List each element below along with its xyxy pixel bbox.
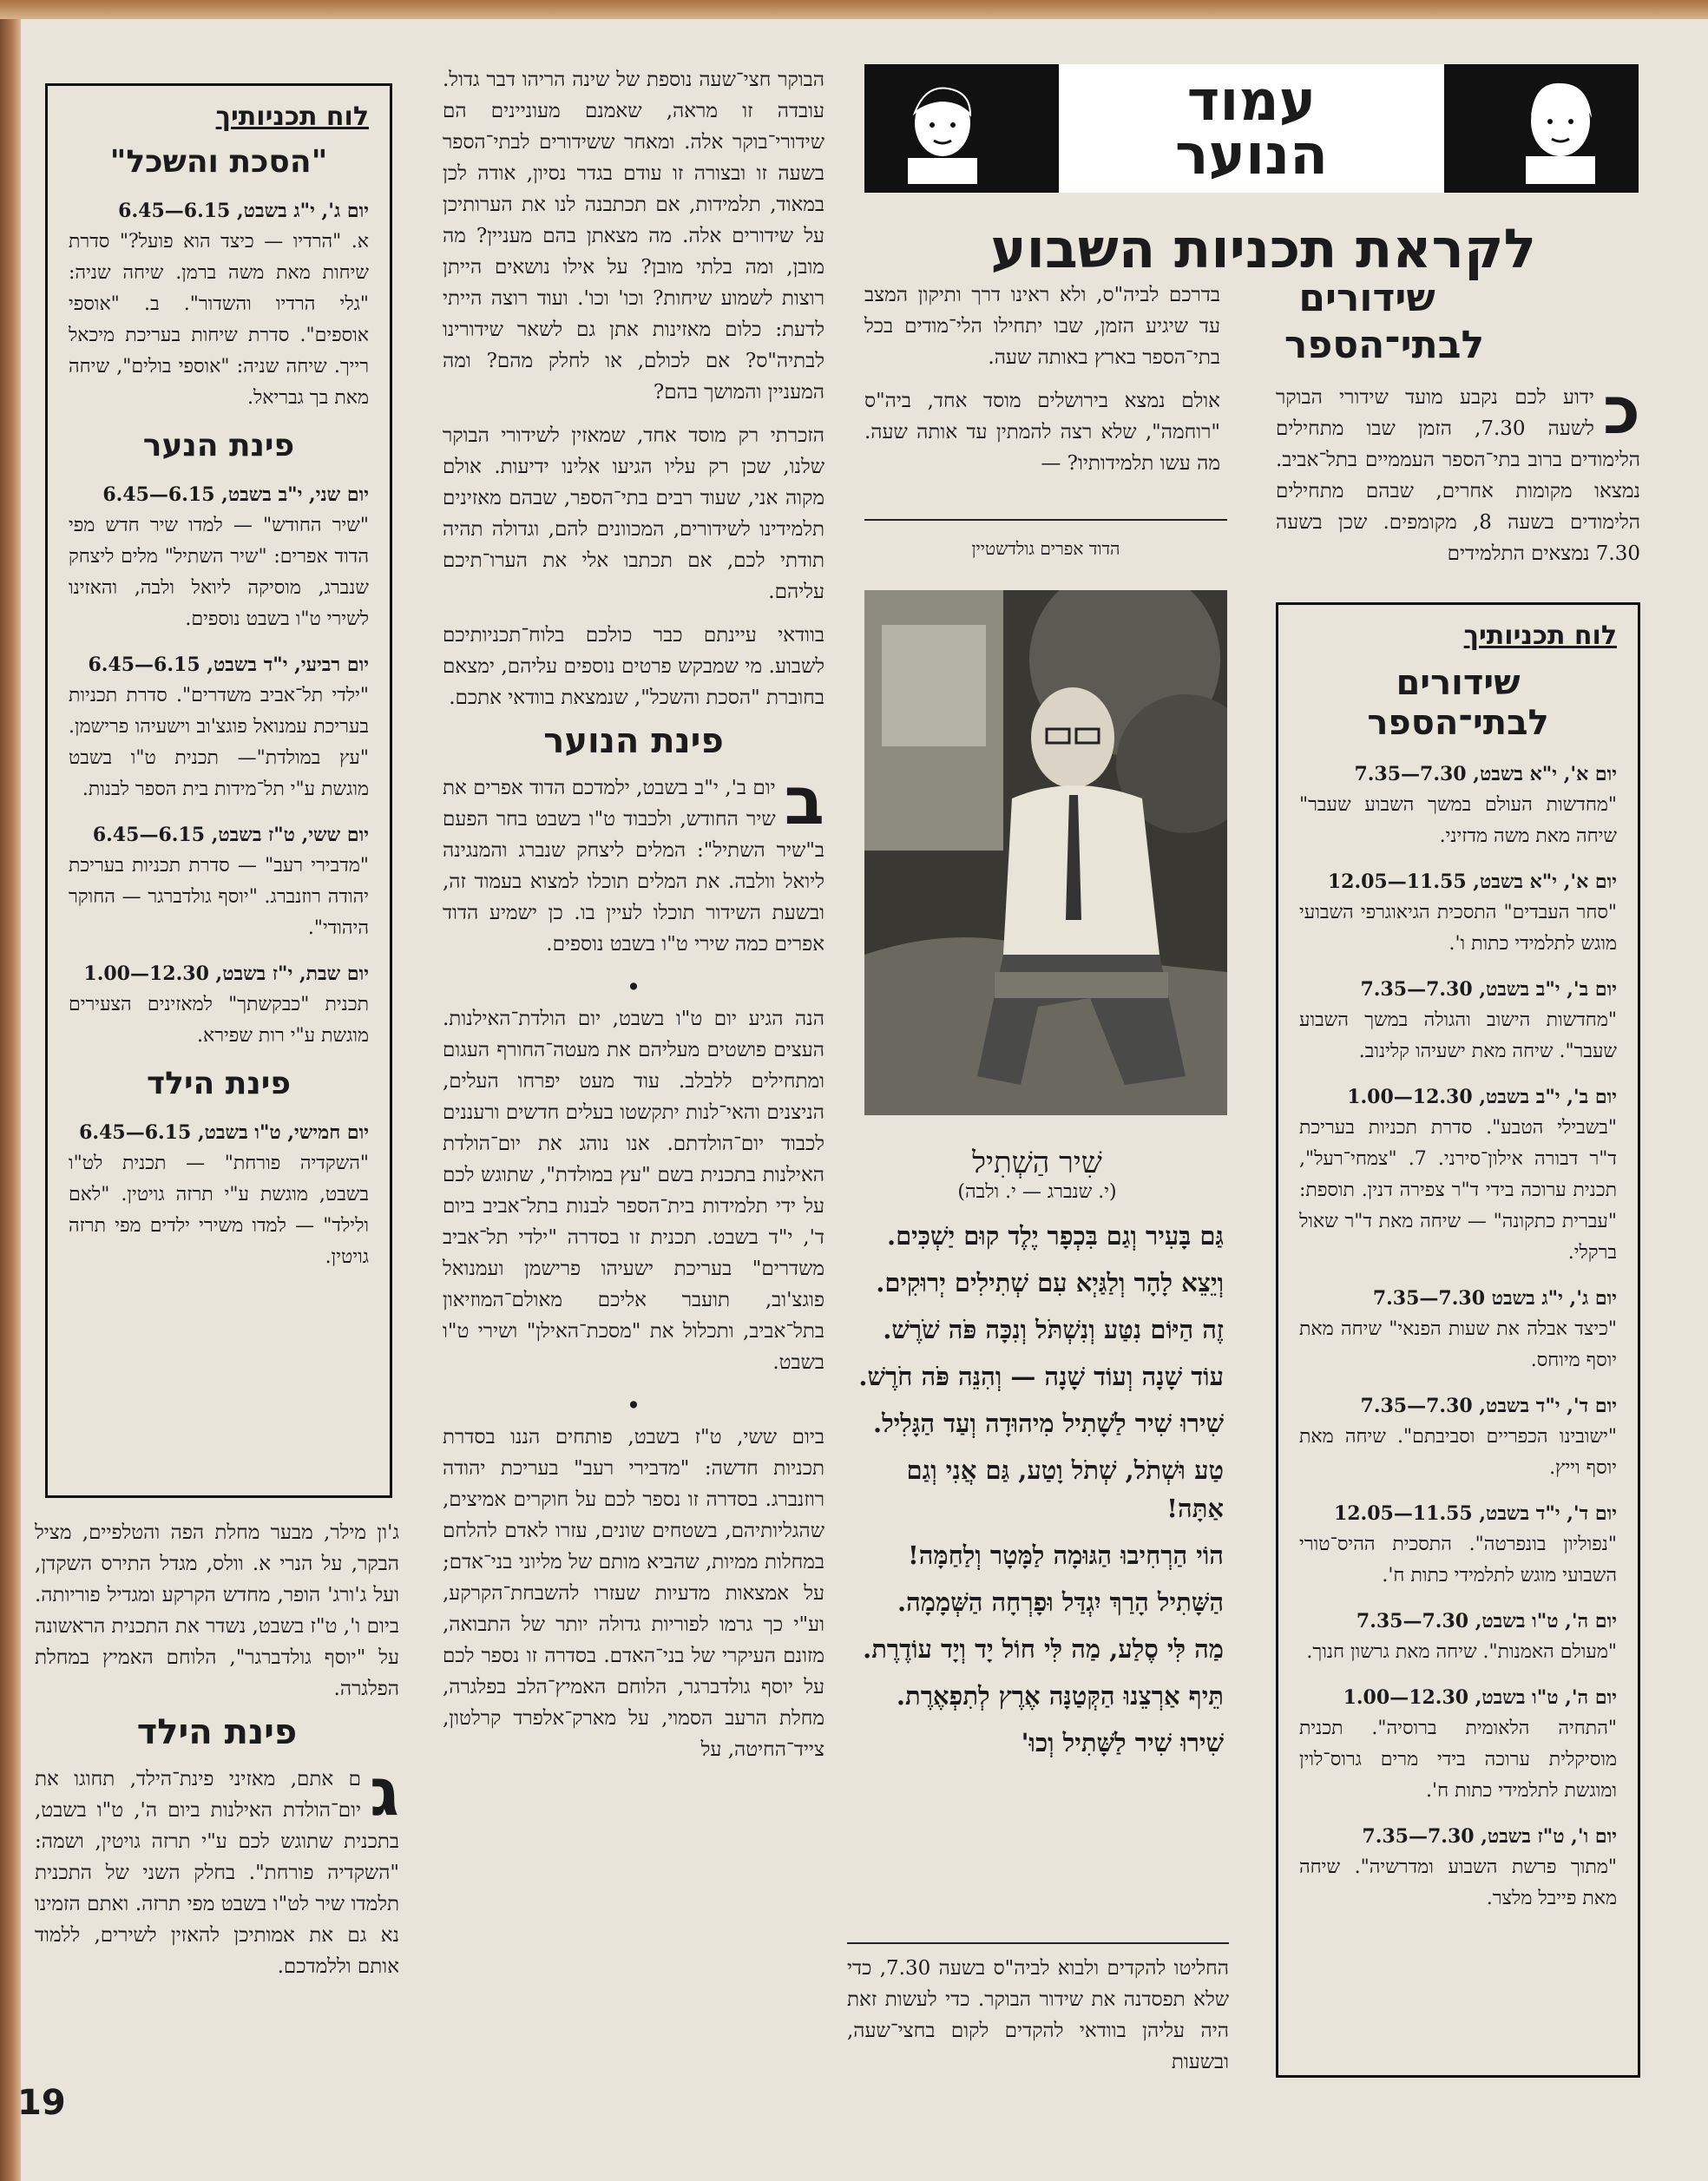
left-item-date: יום ג', י"ג בשבט, 6.15—6.45 xyxy=(118,200,369,222)
poem-line: הַשָּׁתִיל הָרַךְ יִגְדַּל וּפָרְחָה הַשְּׁמָמָה. xyxy=(897,1587,1224,1617)
left-item xyxy=(69,479,369,635)
left-item-date: יום חמישי, ט"ו בשבט, 6.15—6.45 xyxy=(79,1121,369,1144)
schedule-item xyxy=(1299,1498,1617,1592)
pinat-hanoar-heading: פינת הנוער xyxy=(543,721,724,761)
schedule-item-text: "מעולם האמנות". שיחה מאת גרשון חנוך. xyxy=(1306,1641,1617,1663)
lead-paragraph xyxy=(1276,382,1640,581)
schedule-item-date: יום ה', ט"ו בשבט, 12.30—1.00 xyxy=(1343,1686,1617,1709)
schedule-box-title: לוח תכניותיך xyxy=(1463,621,1617,651)
schedule-item-date: יום ד', י"ד בשבט, 11.55—12.05 xyxy=(1333,1502,1617,1525)
poem-line: מַה לִּי סֶלַע, מַה לִּי חוֹל יָד וְיָד עוֹדֶרֶת. xyxy=(863,1634,1224,1664)
intro-para-2: אולם נמצא בירושלים מוסד אחד, ביה"ס "רוחמה", שלא רצה להמתין עד אותה שעה. מה עשו תלמידותיו? — xyxy=(864,390,1220,475)
page-number: 19 xyxy=(17,2083,66,2123)
schedule-item-text: "מתוך פרשת השבוע ומדרשיה". שיחה מאת פייבל מלצר. xyxy=(1299,1856,1617,1909)
schedule-item xyxy=(1299,759,1617,852)
banner-line-1: עמוד xyxy=(1186,69,1317,134)
poem-line: שִׁירוּ שִׁיר לַשָּׁתִיל וְכוּ' xyxy=(1021,1728,1224,1757)
schedule-item-text: "מחדשות הישוב והגולה במשך השבוע שעבר". שיחה מאת ישעיהו קלינוב. xyxy=(1299,1009,1617,1062)
left-sec1-head: "הסכת והשכל" xyxy=(109,144,328,180)
middle-para-5: ביום ששי, ט"ז בשבט, פותחים הננו בסדרת תכניות חדשה: "מדבירי רעב" בעריכת יהודה רוזנברג. בסדרה זו נספר לכם על חוקרים אמיצים, שהגליותיהם, בשטחים שונים, עזרו לאדם להלחם במחלות ממיות, שהביא מותם של מליוני בני־אדם; על אמצאות מדעיות שעזרו להשבחת־הקרקע, וע"י כך גרמו לפוריות גדולה יותר של התבואה, מזונם העיקרי של בני־האדם. בסדרה זו נספר לכם על יוסף גולדברגר, הלוחם האמיץ־הלב בפלגרה, מחלת הרעב הסמוי, על מארק־אלפרד קרלטון, צייד־החיטה, על xyxy=(443,1426,824,1761)
left-bottom-column xyxy=(35,1517,399,2073)
left-item-text: "ילדי תל־אביב משדרים". סדרת תכניות בעריכת עמנואל פוגצ'וב וישעיהו פרישמן. "עץ במולדת"— תכנית ט"ו בשבט מוגשת ע"י תל־מידות בית הספר לבנות. xyxy=(69,685,369,800)
main-subhead-line-2: לבתי־הספר xyxy=(1284,323,1485,367)
schedule-item-text: "בשבילי הטבע". סדרת תכניות בעריכת ד"ר דבורה אילון־סירני. 7. "צמחי־רעל", תכנית ערוכה בידי ד"ר צפירה דנין. תוספת: "עברית כתקונה" — שיחה מאת ד"ר שאול ברקלי. xyxy=(1299,1117,1617,1264)
left-item-text: "השקדיה פורחת" — תכנית לט"ו בשבט, מוגשת ע"י תרזה גויטין. "לאם ולילד" — למדו משירי ילדים מפי תרזה גויטין. xyxy=(69,1153,369,1268)
schedule-item xyxy=(1299,1606,1617,1668)
poem-block xyxy=(851,1146,1224,1770)
schedule-item-date: יום ד', י"ד בשבט, 7.30—7.35 xyxy=(1360,1395,1617,1417)
left-sec2-head: פינת הנער xyxy=(142,428,295,463)
divider xyxy=(864,519,1227,521)
left-bottom-para-1: ג'ון מילר, מבער מחלת הפה והטלפיים, מציל הבקר, על הנרי א. וולס, מגדל התירס השקדן, ועל ג'ורג' הופר, מחדש הקרקע ומגדיל פוריותה. ביום ו', ט"ז בשבט, נשדר את התכנית הראשונה על "יוסף גולדברגר", הלוחם האמיץ במחלת הפלגרה. xyxy=(35,1521,399,1700)
schedule-item-date: יום א', י"א בשבט, 11.55—12.05 xyxy=(1327,870,1617,893)
schedule-item-text: "נפוליון בונפרטה". התסכית ההיס־טורי השבועי מוגש לתלמידי כתות ח'. xyxy=(1299,1534,1617,1586)
left-bottom-text: ם אתם, מאזיני פינת־הילד, תחוגו את יום־הולדת האילנות ביום ה', ט"ו בשבט, בתכנית שתוגש לכם ע"י תרזה גויטין, ושמה: "השקדיה פורחת". בחלק השני של התכנית תלמדו שיר לט"ו בשבט מפי תרזה. ואתם הזמינו נא גם את אמותיכן להאזין לשירים, ללמוד אותם וללמדכם. xyxy=(35,1768,399,1978)
binding-edge xyxy=(0,0,21,2181)
photo-credit: הדוד אפרים גולדשטיין xyxy=(971,538,1120,559)
pinat-dropcap: ב xyxy=(784,762,824,839)
girl-reading-icon xyxy=(1508,73,1613,184)
left-item xyxy=(69,958,369,1052)
left-item-date: יום רביעי, י"ד בשבט, 6.15—6.45 xyxy=(88,654,369,676)
schedule-item xyxy=(1299,1081,1617,1269)
schedule-box-youth xyxy=(45,83,392,1498)
schedule-item xyxy=(1299,1390,1617,1484)
schedule-item xyxy=(1299,866,1617,960)
left-item xyxy=(69,649,369,805)
schedule-item xyxy=(1299,1821,1617,1915)
boy-reading-icon xyxy=(890,73,995,184)
schedule-item-text: "סחר העבדים" התסכית הגיאוגרפי השבועי מוגש לתלמידי כתות ו'. xyxy=(1299,902,1617,955)
lead-text: ידוע לכם נקבע מועד שידורי הבוקר לשעה 7.30, הזמן שבו מתחילים הלימודים ברוב בתי־הספר העממיים בתל־אביב. נמצאו מקומות אחרים, שבהם מתחילים הלימודים בשעה 8, מקומפים. שכן בשעה 7.30 נמצאים התלמידים xyxy=(1276,386,1640,565)
section-dot: • xyxy=(627,1394,640,1417)
left-item-text: "שיר החודש" — למדו שיר חדש מפי הדוד אפרים: "שיר השתיל" מלים ליצחק שנברג, מוסיקה ליואל ולבה, והאזינו לשירי ט"ו בשבט נוספים. xyxy=(69,515,369,630)
schedule-item-text: "מחדשות העולם במשך השבוע שעבר" שיחה מאת משה מדזיני. xyxy=(1299,794,1617,847)
schedule-item-date: יום ג', י"ג בשבט 7.30—7.35 xyxy=(1372,1287,1617,1310)
banner-line-2: הנוער xyxy=(1174,123,1329,187)
schedule-box-schools xyxy=(1276,602,1640,2078)
page-top-edge xyxy=(0,0,1708,19)
schedule-item-date: יום ה', ט"ו בשבט, 7.30—7.35 xyxy=(1356,1610,1617,1632)
poem-bottom-paragraph: החליטו להקדים ולבוא לביה"ס בשעה 7.30, כדי שלא תפסדנה את שידור הבוקר. כדי לעשות זאת היה עליהן בוודאי להקדים לקום בחצי־שעה, ובשעות xyxy=(847,1957,1229,2073)
poem-title: שִׁיר הַשְׁתִיל xyxy=(972,1146,1102,1180)
pinat-hanoar-para xyxy=(443,762,824,960)
left-item-text: א. "הרדיו — כיצד הוא פועל?" סדרת שיחות מאת משה ברמן. שיחה שניה: "גלי הרדיו והשדור". ב. "אוספי אוספים". סדרת שיחות בעריכת מיכאל רייך. שיחה שניה: "אוספי בולים", שיחה מאת בך גבריאל. xyxy=(69,231,369,409)
section-dot: • xyxy=(627,976,640,999)
middle-column xyxy=(443,64,824,2095)
pinat-hayeled-heading: פינת הילד xyxy=(136,1712,298,1752)
left-bottom-para-2 xyxy=(35,1753,399,1982)
poem-line: הוֹי הַרְחִיבוּ הַגּוּמָה לַמָּטָר וְלַחַמָּה! xyxy=(908,1540,1224,1570)
poem-line: טַע וּשְׁתֹל, שְׁתֹל וָטַע, גַּם אֲנִי וְגַם אַתָּה! xyxy=(906,1455,1224,1523)
pinat-hayeled-dropcap: ג xyxy=(370,1753,399,1830)
poem-line: זֶה הַיּוֹם נִטַּע וְנִשְׁתֹּל וְנִכָּה פֹּה שֹׁרֶשׁ. xyxy=(883,1315,1224,1344)
schedule-item xyxy=(1299,1682,1617,1807)
schedule-item xyxy=(1299,974,1617,1068)
left-item xyxy=(69,1117,369,1273)
left-sec6-head: פינת הילד xyxy=(147,1066,291,1101)
poem-credit: (י. שנברג — י. ולבה) xyxy=(957,1181,1117,1203)
middle-para-1: הבוקר חצי־שעה נוספת של שינה הריהו דבר גדול. עובדה זו מראה, שאמנם מעוניינים הם שידורי־בוקר אלה. ומאחר ששידורים לבתי־הספר בשעה זו ובצורה זו עודם בגדר נסיון, אודה לכן במאוד, תלמידות, אם תכתבנה לנו את הערותיכן על שידורים אלה. מה מצאתן בהם מעניין? מה מובן, ומה בלתי מובן? על אילו נושאים הייתן רוצות לשמוע שיחות? וכו' וכו'. ועוד רוצה הייתי לדעת: כלום מאזינות אתן גם לשאר שידורינו לבתיה"ס? אם לכולם, או לחלק מהם? ומה המעניין והמושך בהם? xyxy=(443,69,824,404)
left-item-text: תכנית "כבקשתך" למאזינים הצעירים מוגשת ע"י רות שפירא. xyxy=(69,994,369,1047)
schedule-item-text: "כיצד אבלה את שעות הפנאי" שיחה מאת יוסף מיוחס. xyxy=(1299,1318,1617,1371)
pinat-hanoar-text: יום ב', י"ב בשבט, ילמדכם הדוד אפרים את שיר החודש, ולכבוד ט"ו בשבט בחר הפעם ב"שיר השתיל": המלים ליצחק שנברג והמנגינה ליואל וולבה. את המלים תוכלו למצוא בעמוד זה, ובשעת השידור תוכלו לעיין בו. כן ישמיע הדוד אפרים כמה שירי ט"ו בשבט נוספים. xyxy=(443,777,824,956)
intro-column xyxy=(864,279,1220,514)
schedule-item-date: יום ו', ט"ז בשבט, 7.30—7.35 xyxy=(1362,1825,1617,1848)
poem-line: תֵּיף אַרְצֵנוּ הַקְּטַנָּה אֶרֶץ לְתִפְאֶרֶת. xyxy=(896,1681,1224,1711)
left-item xyxy=(69,195,369,414)
section-banner xyxy=(864,64,1639,193)
middle-para-3: בוודאי עיינתם כבר כולכם בלוח־תכניותיכם לשבוע. מי שמבקש פרטים נוספים עליהם, ימצאם בחוברת "הסכת והשכל", שנמצאת בוודאי אתכם. xyxy=(443,624,824,709)
divider xyxy=(847,1942,1229,1944)
intro-para-1: בדרכם לביה"ס, ולא ראינו דרך ותיקון המצב עד שיגיע הזמן, שבו יתחילו הלי־מודים בכל בתי־הספר בארץ באותה שעה. xyxy=(864,284,1220,369)
banner-title-panel xyxy=(1055,64,1448,193)
schedule-item-date: יום ב', י"ב בשבט, 12.30—1.00 xyxy=(1347,1086,1617,1108)
lead-dropcap: כ xyxy=(1602,382,1640,449)
poem-line: גַּם בָּעִיר וְגַם בִּכְפָר יֶלֶד קוּם יַשְׁכִּים. xyxy=(886,1221,1224,1251)
left-item-date: יום ששי, ט"ז בשבט, 6.15—6.45 xyxy=(92,824,369,846)
main-subhead-line-1: שידורים xyxy=(1298,276,1435,320)
main-headline: לקראת תכניות השבוע xyxy=(990,217,1536,280)
middle-para-2: הזכרתי רק מוסד אחד, שמאזין לשידורי הבוקר שלנו, שכן רק עליו הגיעו אלינו ידיעות. אולם מקוה אני, שעוד רבים בתי־הספר, שבהם מאזינים תלמידינו לשידורים, המכוונים להם, וגדולה תהיה תודתי לכם, אם תכתבו אלי את הערו־תיכם עליהם. xyxy=(443,424,824,603)
schedule-item-text: "ישובינו הכפריים וסביבתם". שיחה מאת יוסף וייץ. xyxy=(1299,1426,1617,1479)
poem-line: שִׁירוּ שִׁיר לַשָׁתִיל מִיהוּדָה וְעַד הַגָּלִיל. xyxy=(872,1409,1224,1438)
photo-of-man-seated xyxy=(864,590,1227,1115)
middle-para-4: הנה הגיע יום ט"ו בשבט, יום הולדת־האילנות. העצים פושטים מעליהם את מעטה־החורף העגום ומתחילים ללבלב. עוד מעט יפרחו העלים, הניצנים והאי־לנות יתקשטו בעלים חדשים ורעננים לכבוד יום־הולדתם. אנו נוהג את יום־הולדת האילנות בתכנית בשם "עץ במולדת", שתוגש לכם על ידי תלמידות בית־הספר לבנות בתל־אביב ביום ד', י"ד בשבט. תכנית זו בסדרה "ילדי תל־אביב משדרים" בעריכת ישעיהו פרישמן ועמנואל פוגצ'וב, תועבר אליכם מאולם־המוזיאון בתל־אביב, ותכלול את "מסכת־האילן" ושירי ט"ו בשבט. xyxy=(443,1008,824,1374)
left-item-date: יום שבת, י"ז בשבט, 12.30—1.00 xyxy=(83,962,369,985)
schedule-item-text: "התחיה הלאומית ברוסיה". תכנית מוסיקלית ערוכה בידי מרים גרוס־לוין ומוגשת לתלמידי כתות ח'. xyxy=(1299,1718,1617,1802)
left-item-text: "מדבירי רעב" — סדרת תכניות בעריכת יהודה רוזנברג. "יוסף גולדברגר — החוקר היהודי". xyxy=(69,855,369,939)
author-photo xyxy=(864,590,1227,1115)
poem-line: עוֹד שָׁנָה וְעוֹד שָׁנָה — וְהִנֵּה פֹּה חֹרֶשׁ. xyxy=(858,1362,1224,1391)
schedule-item-date: יום ב', י"ב בשבט, 7.30—7.35 xyxy=(1360,978,1617,1001)
schedule-item-date: יום א', י"א בשבט, 7.30—7.35 xyxy=(1354,763,1617,785)
schedule-item xyxy=(1299,1283,1617,1376)
left-item xyxy=(69,819,369,944)
poem-line: וְיֵצֵא לָהָר וְלַגַּיְא עִם שְׁתִילִים יְרוּקִים. xyxy=(876,1268,1224,1297)
schedule-head-line-2: לבתי־הספר xyxy=(1367,703,1549,743)
schedule-head-line-1: שידורים xyxy=(1396,663,1521,703)
left-box-title: לוח תכניותיך xyxy=(215,102,369,132)
left-item-date: יום שני, י"ב בשבט, 6.15—6.45 xyxy=(102,483,369,506)
